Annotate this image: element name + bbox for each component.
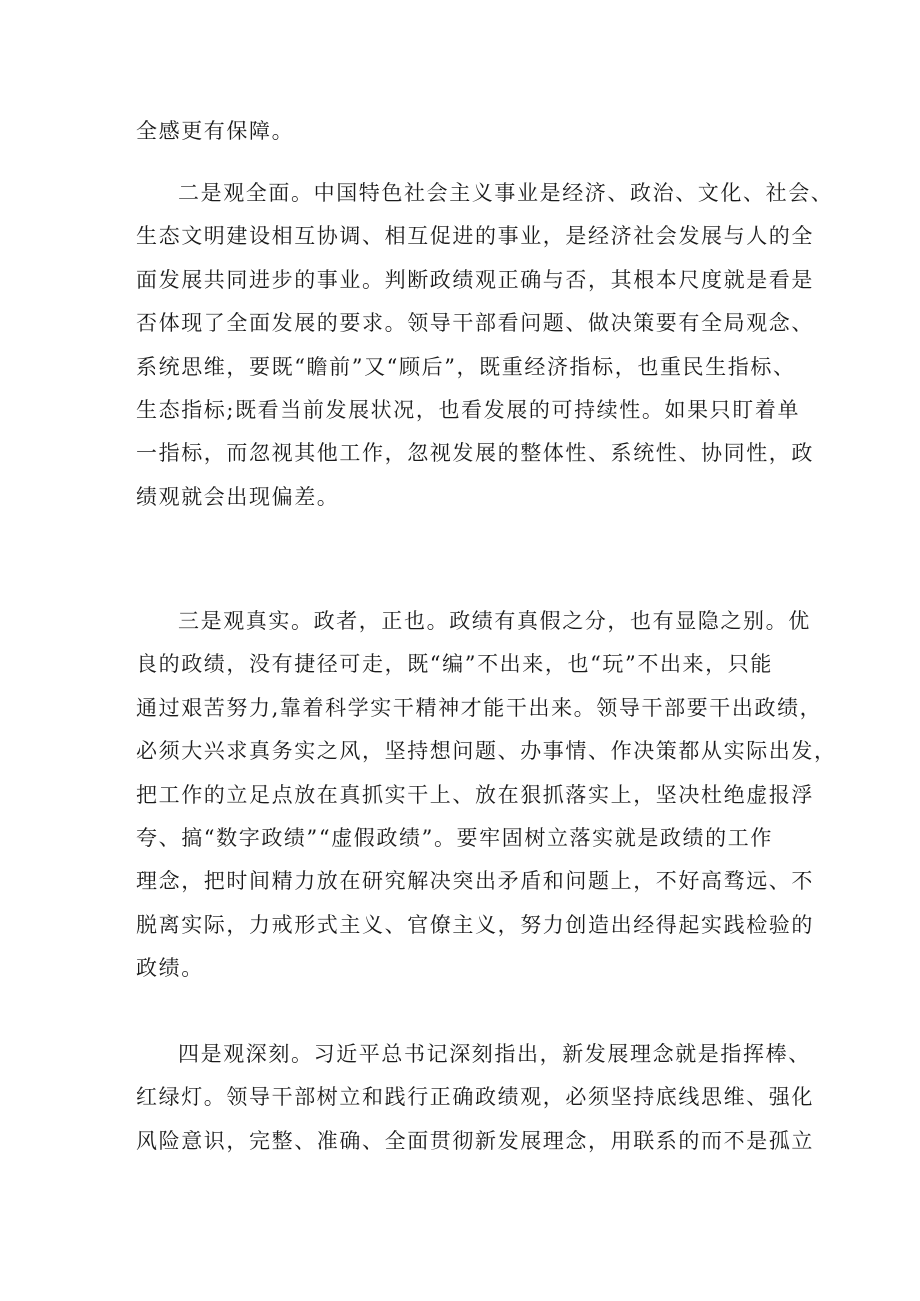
text-line: 风险意识，完整、准确、全面贯彻新发展理念，用联系的而不是孤立 — [136, 1128, 814, 1153]
text-line: 全感更有保障。 — [136, 119, 295, 143]
text-line: 系统思维，要既“瞻前”又“顾后”，既重经济指标，也重民生指标、 — [136, 354, 796, 379]
text-line: 理念，把时间精力放在研究解决突出矛盾和问题上，不好高骛远、不 — [136, 869, 814, 894]
text-line: 把工作的立足点放在真抓实干上、放在狠抓落实上，坚决杜绝虚报浮 — [136, 782, 814, 807]
text-line: 生态文明建设相互协调、相互促进的事业，是经济社会发展与人的全 — [136, 224, 814, 249]
paragraph-comprehensive — [136, 172, 834, 519]
text-line: 二是观全面。中国特色社会主义事业是经济、政治、文化、社会、 — [178, 181, 834, 205]
text-line: 面发展共同进步的事业。判断政绩观正确与否，其根本尺度就是看是 — [136, 267, 814, 292]
text-line: 四是观深刻。习近平总书记深刻指出，新发展理念就是指挥棒、 — [178, 1042, 811, 1066]
text-line: 三是观真实。政者，正也。政绩有真假之分，也有显隐之别。优 — [178, 609, 811, 633]
paragraph-continuation — [136, 110, 786, 153]
paragraph-authentic — [136, 600, 837, 991]
paragraph-profound — [136, 1033, 814, 1163]
text-line: 政绩。 — [136, 956, 204, 981]
text-line: 夸、搞“数字政绩”“虚假政绩”。要牢固树立落实就是政绩的工作 — [136, 825, 773, 850]
text-line: 否体现了全面发展的要求。领导干部看问题、做决策要有全局观念、 — [136, 311, 814, 336]
text-line: 良的政绩，没有捷径可走，既“编”不出来，也“玩”不出来，只能 — [136, 652, 773, 677]
text-line: 脱离实际，力戒形式主义、官僚主义，努力创造出经得起实践检验的 — [136, 912, 814, 937]
text-line: 一指标，而忽视其他工作，忽视发展的整体性、系统性、协同性，政 — [136, 441, 814, 466]
text-line: 红绿灯。领导干部树立和践行正确政绩观，必须坚持底线思维、强化 — [136, 1085, 814, 1110]
text-line: 必须大兴求真务实之风，坚持想问题、办事情、作决策都从实际出发， — [136, 739, 837, 764]
text-line: 生态指标;既看当前发展状况，也看发展的可持续性。如果只盯着单 — [136, 397, 801, 422]
text-line: 绩观就会出现偏差。 — [136, 484, 340, 509]
text-line: 通过艰苦努力,靠着科学实干精神才能干出来。领导干部要干出政绩， — [136, 695, 823, 720]
